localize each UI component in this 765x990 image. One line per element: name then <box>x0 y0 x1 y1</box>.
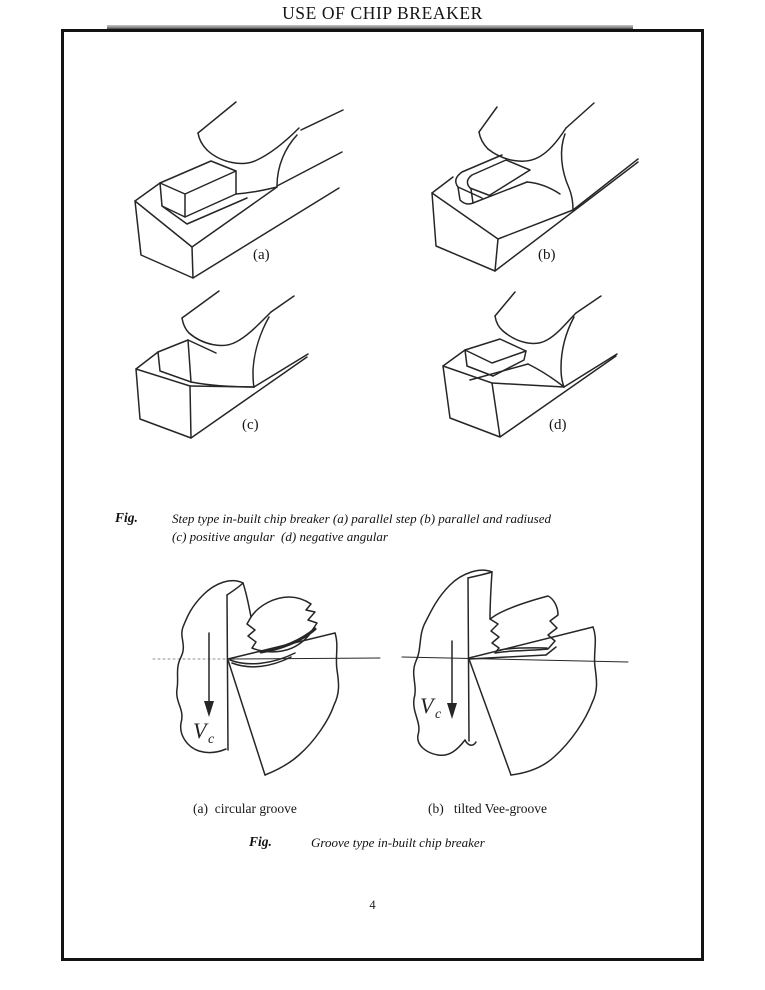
groove-label-b: (b) tilted Vee-groove <box>428 801 547 816</box>
ledge-blend-line <box>528 364 564 387</box>
label-a: (a) <box>253 247 270 263</box>
neck-curve <box>182 318 189 333</box>
tool-rake-edge <box>469 627 593 658</box>
shank-right-edge <box>301 110 343 130</box>
tool-flank-edge <box>469 659 511 775</box>
label-c: (c) <box>242 417 259 433</box>
tool-side-outline <box>265 633 339 775</box>
diagram-tilted-vee-groove <box>392 565 632 800</box>
chip-outline <box>247 597 317 652</box>
side-blend-curve <box>277 135 297 186</box>
velocity-arrow-head <box>204 701 214 717</box>
velocity-label-sub: c <box>208 732 215 747</box>
tool-flank-edge <box>228 660 265 775</box>
shank-left-edge <box>182 291 219 318</box>
neck-curve <box>198 133 207 150</box>
top-face-left-edge <box>135 183 160 201</box>
figure1-caption-line1: Step type in-built chip breaker (a) parallel step (b) parallel and radiused <box>172 511 551 526</box>
ledge-blend-line <box>527 182 560 194</box>
velocity-arrow-head <box>447 703 457 719</box>
shank-side-edge <box>564 354 617 387</box>
workpiece-outline <box>414 570 492 755</box>
side-face-top-edge <box>498 210 573 239</box>
sketch-positive-angular <box>112 290 352 455</box>
side-blend-curve <box>562 134 573 210</box>
top-face-left-edge <box>136 352 158 369</box>
shank-left-edge <box>495 292 515 316</box>
groove-front-wall <box>458 187 473 204</box>
tool-rake-edge <box>228 633 335 659</box>
diagram-circular-groove <box>143 565 383 800</box>
step-front-face <box>465 350 493 376</box>
shank-right-edge <box>566 103 594 128</box>
shank-side-edge <box>254 354 308 387</box>
shank-side-edge <box>573 159 638 210</box>
workpiece-top-curl <box>227 583 243 595</box>
reference-line <box>228 658 380 659</box>
velocity-label-sub: c <box>435 707 442 722</box>
groove-slant-line <box>470 364 528 380</box>
page-title: USE OF CHIP BREAKER <box>282 3 483 23</box>
step-rounded-outline <box>467 160 506 196</box>
workpiece-bottom-hook <box>465 740 476 745</box>
velocity-label: V <box>420 693 434 718</box>
shank-left-edge <box>479 107 497 132</box>
shank-left-edge <box>198 102 236 133</box>
step-side-face <box>185 171 236 217</box>
groove-ledge-line <box>162 198 247 224</box>
workpiece-outline <box>177 581 243 753</box>
side-face-top-edge <box>492 383 564 387</box>
chip-root-edge <box>243 583 251 617</box>
step-top-face <box>465 339 526 363</box>
workpiece-top-curl <box>468 572 492 578</box>
front-face <box>432 193 498 271</box>
front-face <box>443 366 500 437</box>
page-number: 4 <box>369 898 376 912</box>
shank-side-edge <box>277 152 342 186</box>
step-slant-edge <box>188 340 191 382</box>
step-side-face <box>490 160 530 195</box>
label-d: (d) <box>549 417 567 433</box>
sketch-parallel-step <box>125 100 365 295</box>
neck-curve <box>495 316 503 331</box>
sketch-parallel-radiused <box>413 98 658 293</box>
neck-curve <box>479 132 488 149</box>
figure1-caption-prefix: Fig. <box>115 510 138 525</box>
figure1-caption-line2: (c) positive angular (d) negative angular <box>172 529 388 544</box>
shank-right-edge <box>271 296 294 312</box>
shank-bottom-edge <box>193 188 339 278</box>
shank-right-edge <box>576 296 601 313</box>
cutting-edge-line <box>227 595 228 750</box>
top-face-left-edge <box>443 350 465 366</box>
top-face-left-edge <box>432 177 453 193</box>
figure2-caption-prefix: Fig. <box>249 834 272 849</box>
step-top-face <box>160 161 236 194</box>
figure2-caption-text: Groove type in-built chip breaker <box>311 835 485 850</box>
chip-root-edge <box>490 572 492 619</box>
step-ridge <box>158 340 216 353</box>
sketch-negative-angular <box>420 290 660 455</box>
label-b: (b) <box>538 247 556 263</box>
top-blend-curve <box>207 128 299 163</box>
velocity-label: V <box>193 718 207 743</box>
groove-label-a: (a) circular groove <box>193 801 297 816</box>
